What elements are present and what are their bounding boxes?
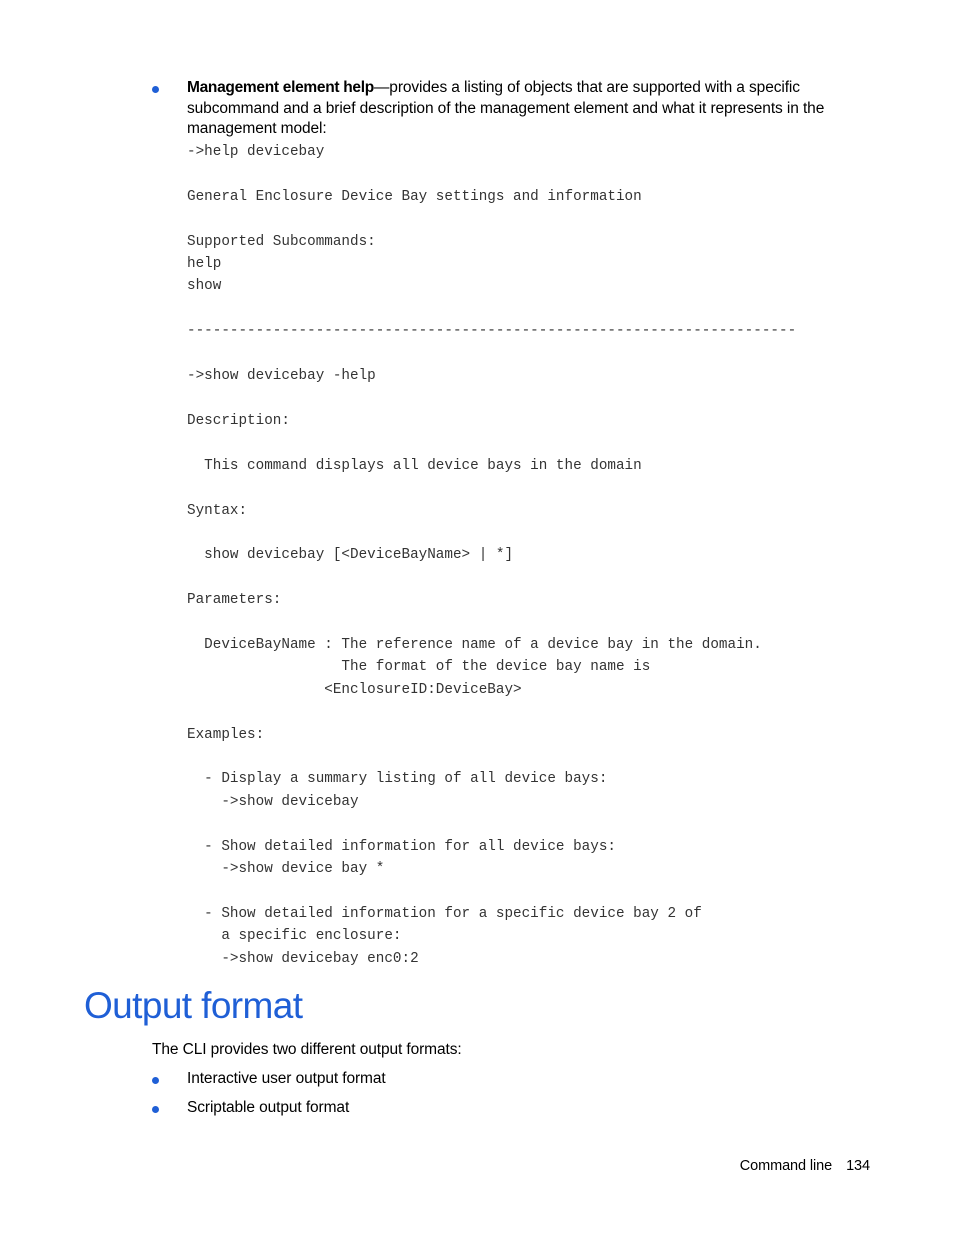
- bullet-dot-icon: [152, 1106, 159, 1113]
- list-item: [152, 1070, 386, 1099]
- code-line: Examples:: [187, 726, 265, 743]
- bullet-dot-icon: [152, 86, 159, 93]
- code-line: Supported Subcommands:: [187, 233, 376, 250]
- code-line: show: [187, 278, 222, 295]
- bullet-description: —provides a listing of objects that are supported with a specific subcommand and a brief description of the management element and what it represents in the management model:: [187, 79, 825, 137]
- code-line: Syntax:: [187, 502, 248, 519]
- code-line: show devicebay [<DeviceBayName> | *]: [187, 547, 514, 564]
- code-example-block: [187, 141, 796, 970]
- code-line: - Display a summary listing of all device bays:: [187, 771, 608, 788]
- bullet-paragraph: [187, 78, 842, 140]
- code-line: help: [187, 256, 222, 273]
- code-line: ->show devicebay: [187, 793, 359, 810]
- section-intro: The CLI provides two different output formats:: [152, 1041, 462, 1058]
- page-number: 134: [846, 1158, 870, 1174]
- code-line: - Show detailed information for a specific device bay 2 of: [187, 905, 702, 922]
- list-item: [152, 1099, 386, 1128]
- code-line: ->show devicebay enc0:2: [187, 950, 419, 967]
- code-line: <EnclosureID:DeviceBay>: [187, 681, 522, 698]
- bullet-bold-term: Management element help: [187, 79, 374, 96]
- code-line: General Enclosure Device Bay settings and information: [187, 188, 642, 205]
- code-line: - Show detailed information for all device bays:: [187, 838, 616, 855]
- code-line: The format of the device bay name is: [187, 659, 651, 676]
- code-line: This command displays all device bays in the domain: [187, 457, 642, 474]
- list-item-label: Interactive user output format: [187, 1070, 386, 1087]
- management-element-help-bullet: [152, 78, 842, 140]
- code-line: ->help devicebay: [187, 144, 325, 160]
- page-footer: [740, 1158, 870, 1174]
- list-item-label: Scriptable output format: [187, 1099, 350, 1116]
- code-line: -----------------------------------------------------------------------: [187, 323, 797, 340]
- bullet-dot-icon: [152, 1077, 159, 1084]
- code-line: ->show device bay *: [187, 861, 385, 877]
- code-line: DeviceBayName : The reference name of a device bay in the domain.: [187, 636, 762, 653]
- code-line: Description:: [187, 412, 290, 429]
- code-line: Parameters:: [187, 592, 282, 609]
- output-format-list: [152, 1070, 386, 1128]
- section-heading: Output format: [84, 985, 303, 1026]
- code-line: a specific enclosure:: [187, 928, 402, 945]
- code-line: ->show devicebay -help: [187, 368, 376, 385]
- footer-label: Command line: [739, 1158, 833, 1174]
